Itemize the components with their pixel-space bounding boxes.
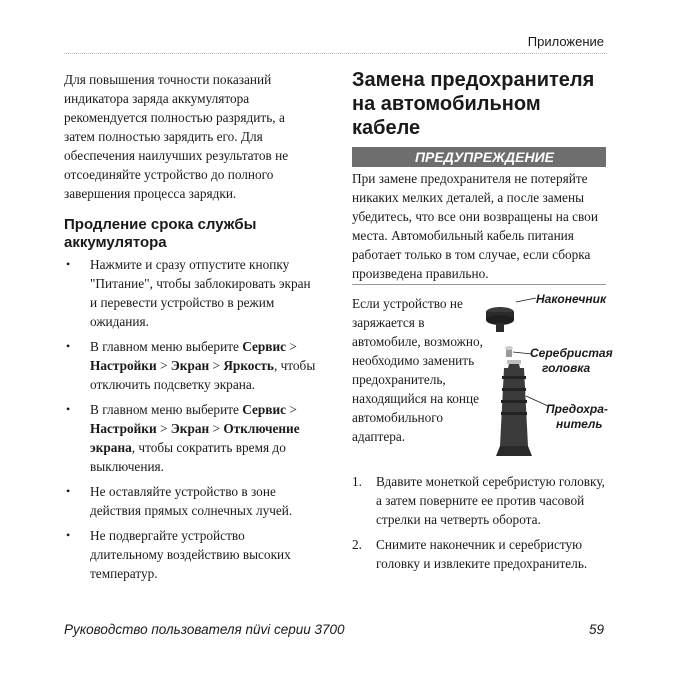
- running-head: Приложение: [527, 34, 604, 49]
- battery-heading-line1: Продление срока службы: [64, 216, 257, 233]
- menu-path-separator: >: [156, 358, 171, 373]
- bullet-icon: •: [66, 339, 71, 353]
- menu-path-display: Экран: [170, 421, 210, 436]
- list-item: [64, 255, 316, 331]
- fuse-steps-list: [352, 472, 608, 579]
- list-item: [64, 482, 316, 520]
- warning-divider: [352, 284, 606, 285]
- fuse-label-line2: нитель: [556, 417, 603, 431]
- menu-path-brightness: Яркость: [223, 358, 274, 373]
- fuse-heading-line2: на автомобильном кабеле: [352, 93, 541, 139]
- adapter-body-icon: [496, 360, 532, 456]
- menu-path-separator: >: [286, 339, 297, 354]
- list-item: [64, 400, 316, 476]
- step-number: 2.: [352, 537, 362, 552]
- battery-heading-line2: аккумулятора: [64, 234, 167, 251]
- menu-path-screen-off: Отключение экрана: [90, 421, 300, 455]
- tip-text: Не подвергайте устройство длительному воздействию высоких температур.: [90, 528, 291, 581]
- bullet-icon: •: [66, 257, 71, 271]
- page-number: 59: [588, 622, 604, 637]
- silver-head-label-line2: головка: [542, 361, 591, 375]
- menu-path-separator: >: [286, 402, 297, 417]
- menu-path-service: Сервис: [242, 402, 287, 417]
- tip-text-pre: В главном меню выберите: [90, 402, 243, 417]
- bullet-icon: •: [66, 402, 71, 416]
- menu-path-settings: Настройки: [90, 358, 157, 373]
- tip-leader-line: [516, 298, 536, 302]
- tip-text-post: , чтобы отключить подсветку экрана.: [90, 358, 316, 392]
- list-item: [64, 337, 316, 394]
- warning-banner: ПРЕДУПРЕЖДЕНИЕ: [352, 147, 606, 167]
- step-number: 1.: [352, 474, 362, 489]
- silver-head-label-line1: Серебристая: [530, 346, 613, 360]
- car-adapter-diagram: [480, 296, 560, 456]
- bullet-icon: •: [66, 528, 71, 542]
- menu-path-service: Сервис: [242, 339, 287, 354]
- menu-path-separator: >: [209, 421, 224, 436]
- fuse-label-line1: Предохра-: [546, 402, 608, 416]
- tip-text-pre: В главном меню выберите: [90, 339, 243, 354]
- fuse-leader-line: [526, 396, 548, 406]
- warning-text: При замене предохранителя не потеряйте никаких мелких деталей, а после замены убедитесь, что все они возвращены на свои места. Автомобильный кабель питания работает только в том случае, если сборка произведена правильно.: [352, 171, 598, 281]
- bullet-icon: •: [66, 484, 71, 498]
- tip-label: Наконечник: [536, 292, 607, 306]
- step-text: Снимите наконечник и серебристую головку и извлеките предохранитель.: [376, 537, 588, 571]
- battery-tips-list: [64, 255, 316, 589]
- menu-path-separator: >: [156, 421, 171, 436]
- step-text: Вдавите монеткой серебристую головку, а затем поверните ее против часовой стрелки на четверть оборота.: [376, 474, 605, 527]
- battery-life-heading: [64, 216, 316, 252]
- list-item: [352, 472, 608, 529]
- no-charge-paragraph: Если устройство не заряжается в автомобиле, возможно, необходимо заменить предохранитель, находящийся на конце автомобильного адаптера.: [352, 296, 483, 444]
- fuse-heading-line1: Замена предохранителя: [352, 69, 595, 91]
- header-divider: [64, 53, 607, 54]
- tip-part-icon: [486, 307, 514, 332]
- list-item: [352, 535, 608, 573]
- tip-text-post: , чтобы сократить время до выключения.: [90, 440, 286, 474]
- battery-intro-paragraph: Для повышения точности показаний индикатора заряда аккумулятора рекомендуется полностью разрядить, а затем полностью зарядить его. Для обеспечения наилучших результатов не отсоединяйте устройство до полного завершения процесса зарядки.: [64, 72, 289, 201]
- menu-path-separator: >: [209, 358, 224, 373]
- menu-path-display: Экран: [170, 358, 210, 373]
- tip-text: Нажмите и сразу отпустите кнопку "Питание", чтобы заблокировать экран и перевести устройство в режим ожидания.: [90, 257, 311, 329]
- silver-head-icon: [505, 346, 513, 357]
- footer-manual-title: Руководство пользователя nüvi серии 3700: [64, 622, 345, 637]
- list-item: [64, 526, 316, 583]
- tip-text: Не оставляйте устройство в зоне действия прямых солнечных лучей.: [90, 484, 293, 518]
- menu-path-settings: Настройки: [90, 421, 157, 436]
